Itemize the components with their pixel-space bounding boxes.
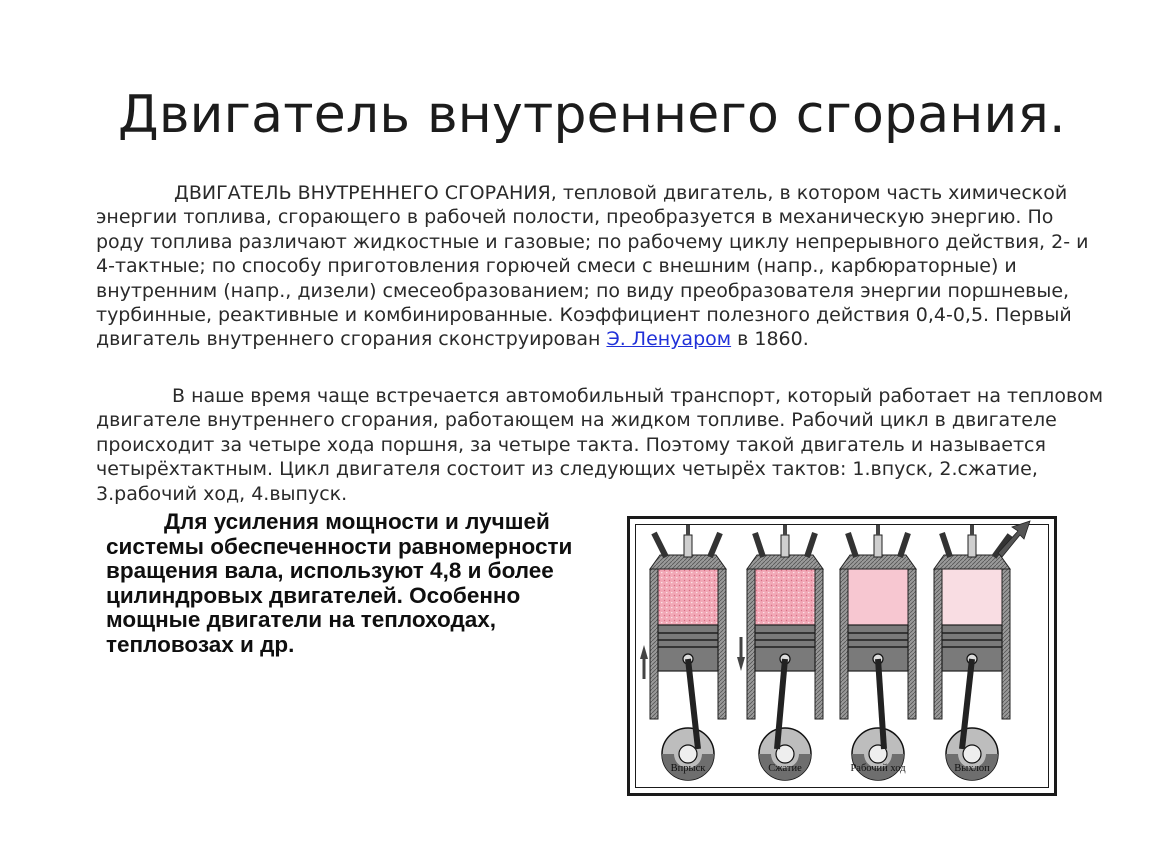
definition-text: ДВИГАТЕЛЬ ВНУТРЕННЕГО СГОРАНИЯ, тепловой двигатель, в котором часть химической энергии топлива, сгорающего в рабочей полости, преобразуется в механическую энергию. По роду топлива различают жидкостные и газовые; по рабочему циклу непрерывного действия, 2- и 4-тактные; по способу приготовления горючей смеси с внешним (напр., карбюраторные) и внутренним (напр., дизели) смесеобразованием; по виду преобразователя энергии поршневые, турбинные, реактивные и комбинированные. Коэффициент полезного действия 0,4-0,5. Первый двигатель внутреннего сгорания сконструирован [96, 182, 1089, 351]
engine-strokes-illustration [630, 519, 1054, 793]
compression-cylinder [737, 525, 823, 780]
multi-cylinder-text: Для усиления мощности и лучшей системы обеспеченности равномерности вращения вала, используют 4,8 и более цилиндровых двигателей. Особенно мощные двигатели на теплоходах, тепловозах и др. [106, 509, 573, 657]
cycle-paragraph [96, 384, 1106, 506]
caption-power-stroke: Рабочий ход [850, 763, 906, 774]
power-stroke-cylinder [840, 525, 916, 780]
slide-title: Двигатель внутреннего сгорания. [118, 85, 1066, 145]
caption-intake: Впрыск [670, 763, 706, 774]
intake-cylinder [640, 525, 726, 780]
caption-compression: Сжатие [768, 763, 802, 774]
lenoir-link[interactable]: Э. Ленуаром [606, 328, 732, 351]
definition-text-end: в 1860. [731, 328, 809, 351]
four-stroke-diagram [627, 516, 1057, 796]
multi-cylinder-note [106, 510, 576, 658]
cycle-text: В наше время чаще встречается автомобильный транспорт, который работает на тепловом двигателе внутреннего сгорания, работающем на жидком топливе. Рабочий цикл в двигателе происходит за четыре хода поршня, за четыре такта. Поэтому такой двигатель и называется четырёхтактным. Цикл двигателя состоит из следующих четырёх тактов: 1.впуск, 2.сжатие, 3.рабочий ход, 4.выпуск. [96, 385, 1104, 505]
definition-paragraph [96, 181, 1098, 352]
caption-exhaust: Выхлоп [954, 763, 990, 774]
exhaust-cylinder [934, 521, 1030, 780]
